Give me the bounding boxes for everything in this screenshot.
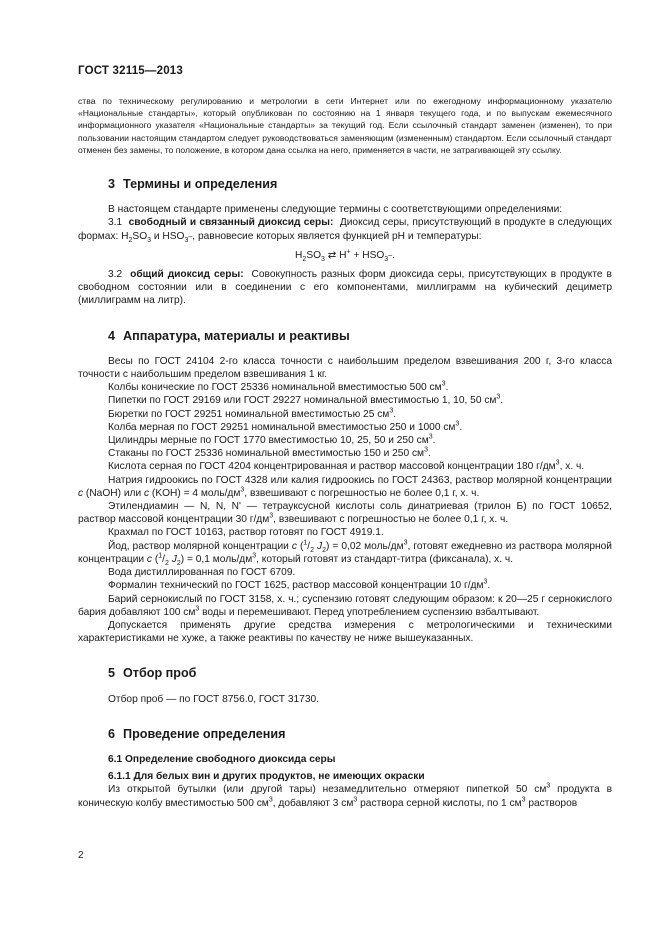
subsection-6-1-1-heading: 6.1.1 Для белых вин и других продуктов, не имеющих окраски [108, 771, 425, 783]
section-6 [78, 728, 612, 810]
item-trilon-b: Этилендиамин — N, N, N' — тетрауксусной кислоты соль динатриевая (трилон Б) по ГОСТ 10652, раствор массовой концентрации 30 $г/дм^3$, взвешивают с погрешностью не более 0,1 г, х. ч. [78, 501, 612, 526]
section-3 [78, 178, 612, 308]
sampling-text: Отбор проб — по ГОСТ 8756.0, ГОСТ 31730. [108, 693, 319, 705]
item-conical-flasks: Колбы конические по ГОСТ 25336 номинальной вместимостью 500 $см^3$. [108, 380, 449, 394]
page-content [78, 95, 612, 810]
intro-continued-text: ства по техническому регулированию и метрологии в сети Интернет или по ежегодному информационному указателю «Национальные стандарты», который опубликован по состоянию на 1 января текущего года, и по выпускам ежемесячного информационного указателя «Национальные стандарты» за текущий год. Если ссылочный стандарт заменен (изменен), то при пользовании настоящим стандартом следует руководствоваться заменяющим (измененным) стандартом. Если ссылочный стандарт отменен без замены, то положение, в котором дана ссылка на него, применяется в части, не затрагивающей эту ссылку. [78, 96, 612, 155]
item-cylinders: Цилиндры мерные по ГОСТ 1770 вместимостью 10, 25, 50 и 250 $см^3$. [108, 433, 436, 447]
item-distilled-water: Вода дистиллированная по ГОСТ 6709. [108, 567, 296, 579]
page-number: 2 [78, 850, 84, 861]
equilibrium-formula: $H_2SO_3$ ⇄ $H^+ + HSO_{3^-}$. [295, 248, 395, 263]
item-barium-sulfate: Барий сернокислый по ГОСТ 3158, х. ч.; суспензию готовят следующим образом: к 20—25 г сернокислого бария добавляют 100 $см^3$ воды и перемешивают. Перед употреблением суспензию взбалтывают. [78, 593, 612, 618]
item-formalin: Формалин технический по ГОСТ 1625, раствор массовой концентрации 10 $г/дм^3$. [108, 578, 491, 592]
section-5 [78, 667, 612, 705]
term-3-2: 3.2 общий диоксид серы: Совокупность разных форм диоксида серы, присутствующих в продукте в свободном состоянии или в соединении с его компонентами, миллиграмм на кубический дециметр (миллиграмм на литр). [78, 269, 612, 307]
document-code-header: ГОСТ 32115—2013 [78, 65, 183, 77]
section-5-heading: 5 Отбор проб [108, 666, 197, 681]
term-3-1: 3.1 свободный и связанный диоксид серы: Диоксид серы, присутствующий в продукте в следующих формах: $H_2SO_3$ и $HSO_{3^-}$, равновесие которых является функцией pH и температуры: [78, 217, 612, 244]
section-3-heading: 3 Термины и определения [108, 177, 278, 192]
item-beakers: Стаканы по ГОСТ 25336 номинальной вместимостью 150 и 250 $см^3$. [108, 446, 431, 460]
section-3-intro: В настоящем стандарте применены следующие термины с соответствующими определениями: [108, 204, 563, 216]
item-sodium-hydroxide: Натрия гидроокись по ГОСТ 4328 или калия гидроокись по ГОСТ 24363, раствор молярной концентрации c (NaOH) или c (KOH) = 4 моль/$дм^3$, взвешивают с погрешностью не более 0,1 г, х. ч. [78, 474, 612, 499]
item-volumetric-flask: Колба мерная по ГОСТ 29251 номинальной вместимостью 250 и 1000 $см^3$. [108, 420, 463, 433]
item-pipettes: Пипетки по ГОСТ 29169 или ГОСТ 29227 номинальной вместимостью 1, 10, 50 $см^3$. [108, 394, 504, 407]
section-6-heading: 6 Проведение определения [108, 726, 286, 741]
item-starch: Крахмал по ГОСТ 10163, раствор готовят по ГОСТ 4919.1. [108, 527, 384, 539]
section-4 [78, 330, 612, 646]
section-4-heading: 4 Аппаратура, материалы и реактивы [108, 328, 350, 343]
item-burettes: Бюретки по ГОСТ 29251 номинальной вместимостью 25 $см^3$. [108, 407, 397, 420]
item-scales: Весы по ГОСТ 24104 2-го класса точности с наибольшим пределом взвешивания 200 г, 3-го класса точности с наибольшим пределом взвешивания 1 кг. [78, 355, 612, 381]
item-alternatives-note: Допускается применять другие средства измерения с метрологическими и техническими характеристиками не хуже, а также реактивы по качеству не ниже вышеуказанных. [78, 619, 612, 645]
subsection-6-1-heading: 6.1 Определение свободного диоксида серы [108, 753, 336, 765]
procedure-text: Из открытой бутылки (или другой тары) незамедлительно отмеряют пипеткой 50 $см^3$ продукта в коническую колбу вместимостью 500 $см^3$, добавляют 3 $см^3$ раствора серной кислоты, по 1 $см^3$ растворов [78, 782, 612, 809]
item-sulfuric-acid: Кислота серная по ГОСТ 4204 концентрированная и раствор массовой концентрации 180 $г/дм^3$, х. ч. [108, 460, 585, 473]
item-iodine: Йод, раствор молярной концентрации c ($^1/_2$ $J_2) = 0,02$ моль/$дм^3$, готовят ежедневно из раствора молярной концентрации c ($^1/_2$ $J_2) = 0,1$ моль/$дм^3$, который готовят из стандарт-титра (фиксанала), х. ч. [78, 539, 612, 567]
